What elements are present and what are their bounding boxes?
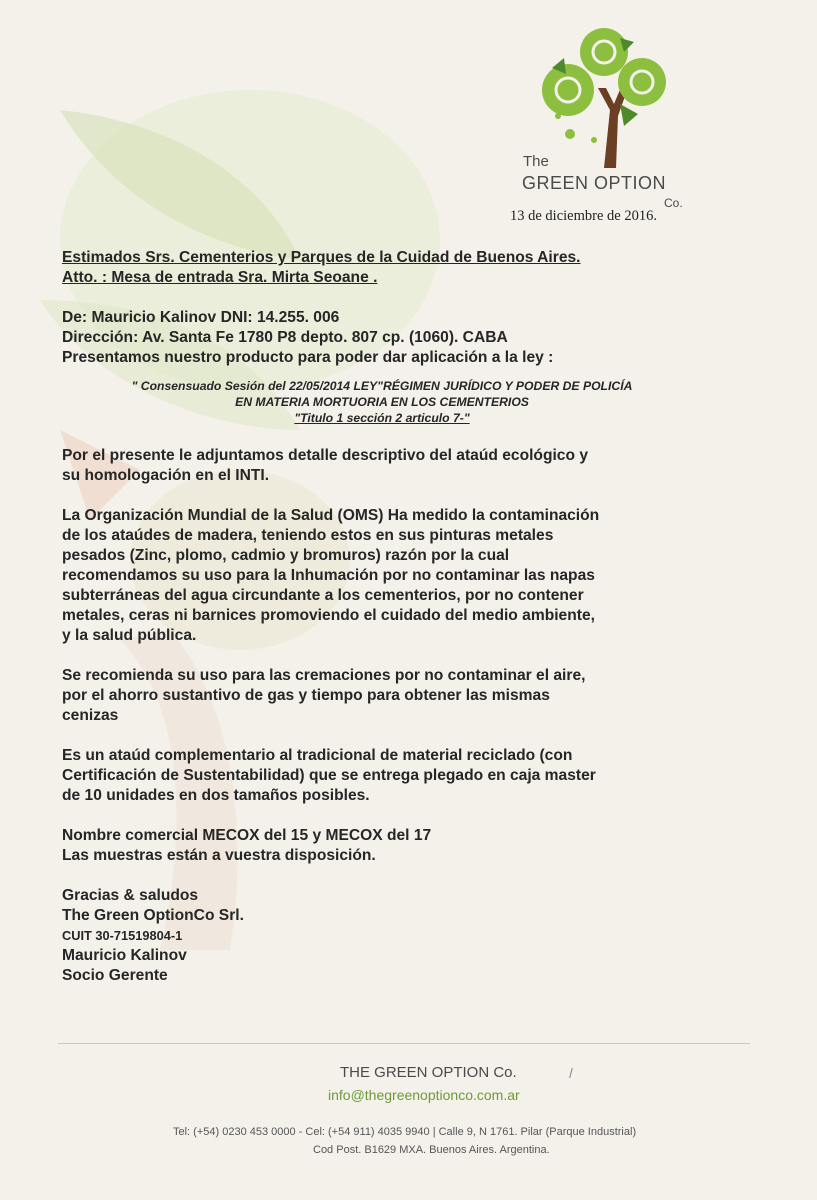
leaf-circle-left-icon — [542, 64, 594, 116]
leaf-circle-right-icon — [618, 58, 666, 106]
paragraph-2-line: y la salud pública. — [62, 627, 197, 644]
leaf-circle-top-icon — [580, 28, 628, 76]
paragraph-2-line: recomendamos su uso para la Inhumación por no contaminar las napas — [62, 567, 595, 584]
green-option-tree-logo — [512, 18, 692, 198]
law-line-2: EN MATERIA MORTUORIA EN LOS CEMENTERIOS — [235, 395, 529, 409]
addressee-line-1: Estimados Srs. Cementerios y Parques de la Cuidad de Buenos Aires. — [62, 249, 581, 266]
footer-email-link[interactable]: info@thegreenoptionco.com.ar — [328, 1087, 520, 1103]
footer-divider — [58, 1043, 750, 1044]
signer-name: Mauricio Kalinov — [62, 947, 187, 964]
paragraph-4 — [62, 746, 762, 806]
company-line: The Green OptionCo Srl. — [62, 907, 244, 924]
paragraph-3-line: por el ahorro sustantivo de gas y tiempo para obtener las mismas — [62, 687, 550, 704]
addressee-line-2: Atto. : Mesa de entrada Sra. Mirta Seoane . — [62, 269, 378, 286]
sender-address-line: Dirección: Av. Santa Fe 1780 P8 depto. 807 cp. (1060). CABA — [62, 329, 508, 346]
pen-mark: / — [569, 1065, 573, 1081]
footer-contact-line: Tel: (+54) 0230 453 0000 - Cel: (+54 911) 4035 9940 | Calle 9, N 1761. Pilar (Parque Industrial) — [173, 1126, 637, 1138]
law-reference — [72, 378, 692, 426]
signer-role: Socio Gerente — [62, 967, 168, 984]
law-line-3: "Titulo 1 sección 2 articulo 7-" — [294, 411, 470, 425]
logo-company-name: GREEN OPTION — [522, 173, 667, 193]
paragraph-2-line: metales, ceras ni barnices promoviendo el cuidado del medio ambiente, — [62, 607, 595, 624]
law-line-1: " Consensuado Sesión del 22/05/2014 LEY"RÉGIMEN JURÍDICO Y PODER DE POLICÍA — [131, 379, 633, 393]
recycle-arrow-icon — [620, 104, 638, 126]
logo-co-text: Co. — [664, 196, 683, 210]
paragraph-4-line: Es un ataúd complementario al tradicional de material reciclado (con — [62, 747, 573, 764]
paragraph-3-line: Se recomienda su uso para las cremaciones por no contaminar el aire, — [62, 667, 586, 684]
footer-address-line: Cod Post. B1629 MXA. Buenos Aires. Argentina. — [313, 1144, 550, 1156]
paragraph-5-line: Las muestras están a vuestra disposición. — [62, 847, 376, 864]
paragraph-2-line: subterráneas del agua circundante a los cementerios, por no contener — [62, 587, 584, 604]
paragraph-2-line: La Organización Mundial de la Salud (OMS) Ha medido la contaminación — [62, 507, 600, 524]
paragraph-1-line: su homologación en el INTI. — [62, 467, 270, 484]
paragraph-2-line: pesados (Zinc, plomo, cadmio y bromuros) razón por la cual — [62, 547, 510, 564]
paragraph-3-line: cenizas — [62, 707, 119, 724]
paragraph-4-line: Certificación de Sustentabilidad) que se entrega plegado en caja master — [62, 767, 596, 784]
closing-line: Gracias & saludos — [62, 887, 199, 904]
paragraph-5 — [62, 826, 762, 866]
paragraph-1 — [62, 446, 762, 486]
cuit-line: CUIT 30-71519804-1 — [62, 928, 183, 943]
footer-company-name: THE GREEN OPTION Co. — [340, 1064, 517, 1081]
paragraph-2-line: de los ataúdes de madera, teniendo estos en sus pinturas metales — [62, 527, 554, 544]
paragraph-5-line: Nombre comercial MECOX del 15 y MECOX del 17 — [62, 827, 432, 844]
intro-line: Presentamos nuestro producto para poder dar aplicación a la ley : — [62, 349, 554, 366]
paragraph-3 — [62, 666, 762, 726]
signature-block — [62, 886, 762, 986]
paragraph-2 — [62, 506, 762, 646]
letter-date: 13 de diciembre de 2016. — [510, 208, 657, 224]
paragraph-1-line: Por el presente le adjuntamos detalle descriptivo del ataúd ecológico y — [62, 447, 589, 464]
sender-line: De: Mauricio Kalinov DNI: 14.255. 006 — [62, 309, 340, 326]
letter-body — [62, 248, 762, 986]
paragraph-4-line: de 10 unidades en dos tamaños posibles. — [62, 787, 370, 804]
logo-the-text: The — [523, 153, 549, 170]
